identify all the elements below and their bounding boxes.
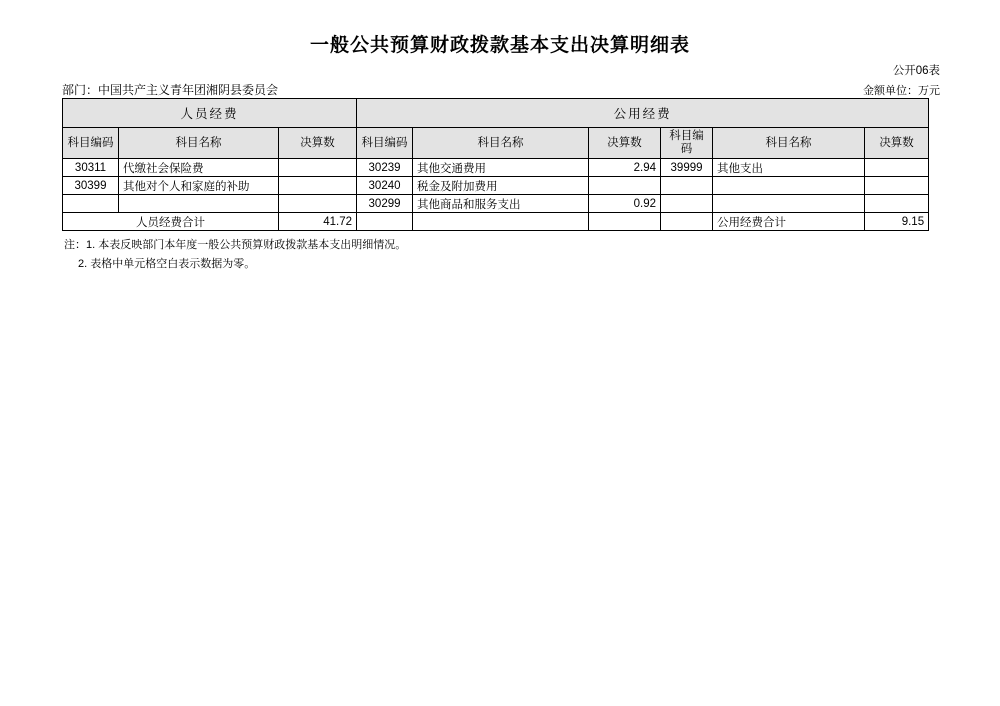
- col-header-public-name: 科目名称: [413, 128, 589, 159]
- cell-public-code: 30240: [357, 177, 413, 195]
- total-filler-public-name: [413, 213, 589, 231]
- cell-public-amount: [589, 177, 661, 195]
- cell-other-code: 39999: [661, 159, 713, 177]
- sheet-number: 公开06表: [892, 65, 940, 77]
- total-label-personnel: 人员经费合计: [63, 213, 279, 231]
- budget-table: [62, 98, 929, 231]
- total-filler-public-amount: [589, 213, 661, 231]
- total-filler-public-code: [357, 213, 413, 231]
- total-amount-personnel: 41.72: [279, 213, 357, 231]
- col-header-personnel-name: 科目名称: [119, 128, 279, 159]
- note-line-2: 2. 表格中单元格空白表示数据为零。: [78, 258, 256, 271]
- total-filler-other-code: [661, 213, 713, 231]
- note-line-1: 注：1. 本表反映部门本年度一般公共预算财政拨款基本支出明细情况。: [64, 239, 407, 251]
- col-header-public-amount: 决算数: [589, 128, 661, 159]
- table-total-row: [63, 213, 929, 231]
- col-header-other-code: 科目编码: [661, 128, 713, 159]
- col-header-personnel-code: 科目编码: [63, 128, 119, 159]
- cell-personnel-code: [63, 195, 119, 213]
- cell-other-code: [661, 177, 713, 195]
- col-header-other-name: 科目名称: [713, 128, 865, 159]
- cell-public-amount: 0.92: [589, 195, 661, 213]
- cell-personnel-amount: [279, 177, 357, 195]
- total-label-public: 公用经费合计: [713, 213, 865, 231]
- cell-public-amount: 2.94: [589, 159, 661, 177]
- col-header-public-code: 科目编码: [357, 128, 413, 159]
- cell-other-name: 其他支出: [713, 159, 865, 177]
- col-header-personnel-amount: 决算数: [279, 128, 357, 159]
- cell-other-name: [713, 177, 865, 195]
- amount-unit-label: 金额单位：万元: [863, 85, 940, 97]
- cell-other-code: [661, 195, 713, 213]
- group-header-public: 公用经费: [357, 99, 929, 128]
- cell-other-amount: [865, 195, 929, 213]
- cell-personnel-code: 30311: [63, 159, 119, 177]
- cell-other-amount: [865, 177, 929, 195]
- cell-personnel-name: [119, 195, 279, 213]
- cell-personnel-amount: [279, 195, 357, 213]
- cell-personnel-name: 代缴社会保险费: [119, 159, 279, 177]
- cell-personnel-code: 30399: [63, 177, 119, 195]
- group-header-personnel: 人员经费: [63, 99, 357, 128]
- col-header-other-amount: 决算数: [865, 128, 929, 159]
- cell-public-name: 其他交通费用: [413, 159, 589, 177]
- cell-personnel-amount: [279, 159, 357, 177]
- table-column-header-row: [63, 128, 929, 159]
- cell-public-code: 30299: [357, 195, 413, 213]
- total-amount-public: 9.15: [865, 213, 929, 231]
- table-row: [63, 195, 929, 213]
- page-title: 一般公共预算财政拨款基本支出决算明细表: [309, 35, 690, 56]
- cell-personnel-name: 其他对个人和家庭的补助: [119, 177, 279, 195]
- cell-other-name: [713, 195, 865, 213]
- table-group-header-row: [63, 99, 929, 128]
- department-label: 部门：中国共产主义青年团湘阴县委员会: [62, 83, 279, 97]
- table-notes: [64, 236, 406, 275]
- table-row: [63, 159, 929, 177]
- cell-other-amount: [865, 159, 929, 177]
- cell-public-name: 税金及附加费用: [413, 177, 589, 195]
- cell-public-name: 其他商品和服务支出: [413, 195, 589, 213]
- table-row: [63, 177, 929, 195]
- cell-public-code: 30239: [357, 159, 413, 177]
